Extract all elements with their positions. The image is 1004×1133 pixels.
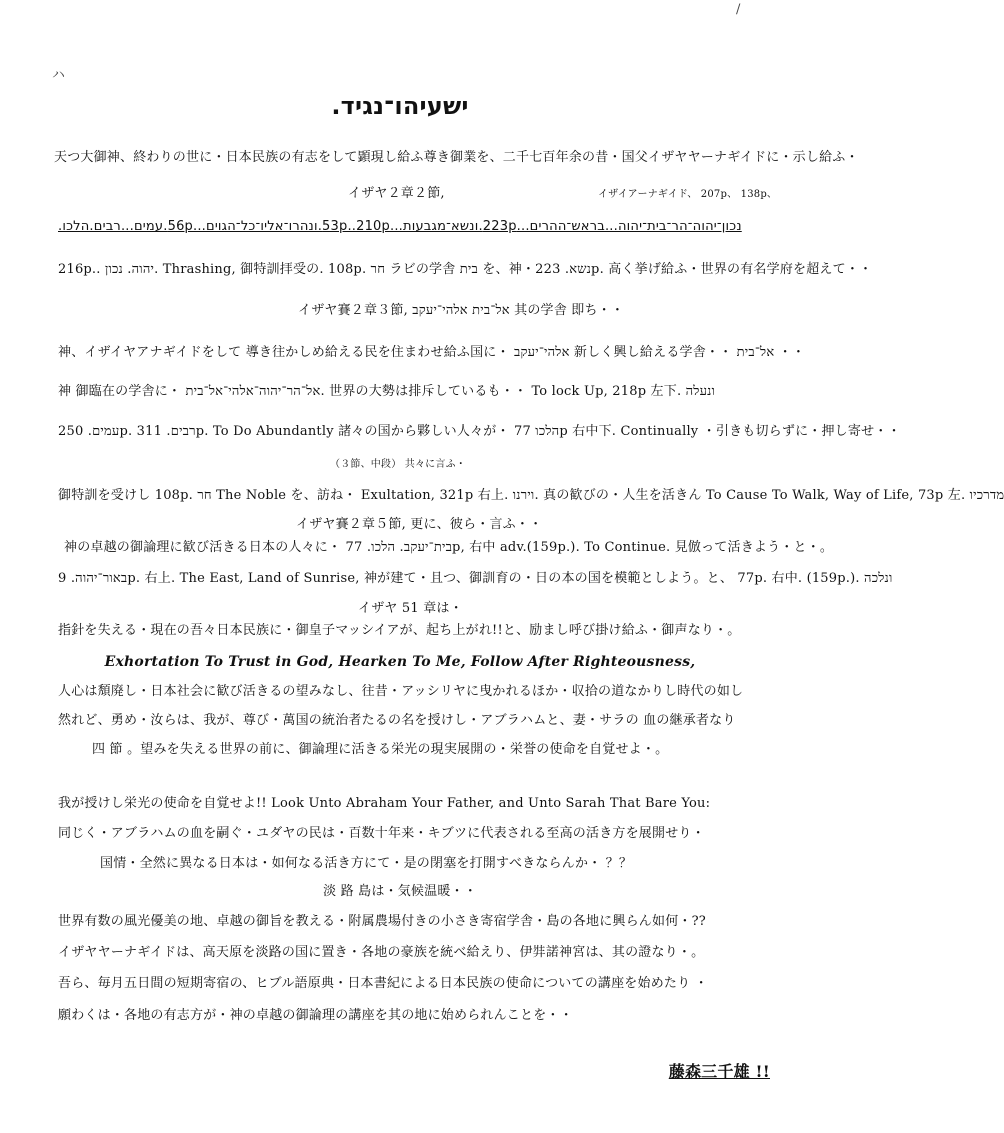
- text-line-15: イザヤ 51 章は・: [358, 601, 463, 616]
- text-line-23: 国情・全然に異なる日本は・如何なる活き方にて・是の閉塞を打開すべきならんか・ ？？: [100, 856, 633, 871]
- text-line-21: 我が授けし栄光の使命を自覚せよ!! Look Unto Abraham Your Father, and Unto Sarah That Bare You:: [58, 796, 711, 811]
- text-line-2: イザヤ２章２節,: [348, 186, 445, 201]
- text-line-10: （３節、中段） 共々に言ふ・: [330, 459, 466, 470]
- text-line-24: 淡 路 島は・気候温暖・・: [323, 884, 477, 899]
- text-line-16: 指針を失える・現在の吾々日本民族に・御皇子マッシイアが、起ち上がれ!!と、励まし呼び掛け給ふ・御声なり・。: [58, 623, 741, 638]
- text-line-11: 御特訓を受けし 108p. חר The Noble を、訪ね・ Exultation, 321p 右上. וירנו. 真の歓びの・人生を活きん To Cause To Walk, Way of Life, 73p 左. מדרכיו: [58, 488, 1004, 503]
- page-title: ישעיהו־נגיד.: [331, 92, 469, 120]
- text-line-9: עמים. 250p. רבים. 311p. To Do Abundantly 諸々の国から夥しい人々が・ הלכו 77p 右中下. Continually ・引きも切らずに・押し寄せ・・: [58, 424, 901, 439]
- top-tick-mark: /: [736, 2, 741, 17]
- text-line-4: נכון־יהוה־הר־בית־יהוה...בראש־ההרים...223p.ונשא־מגבעות...53p..210p.ונהרו־אליו־כל־הגוים...56p.עמים...רבים.הלכו.: [58, 219, 742, 234]
- text-line-13: 神の卓越の御論理に歓び活きる日本の人々に・ בית־יעקב. הלכו. 77p, 右中 adv.(159p.). To Continue. 見倣って活きよう・と・。: [64, 540, 834, 555]
- signature: 藤森三千雄 !!: [668, 1062, 770, 1081]
- text-line-26: イザヤヤーナギイドは、高天原を淡路の国に置き・各地の豪族を統べ給えり、伊弉諾神宮は、其の證なり・。: [58, 945, 705, 960]
- text-line-6: イザヤ賽２章３節, אל־בית אלהי־יעקב 其の学舎 即ち・・: [298, 303, 625, 318]
- text-line-8: 神 御臨在の学舎に・ אל־הר־יהוה־אלהי־אל־בית. 世界の大勢は排斥しているも・・ To lock Up, 218p 左下. ונעלה: [58, 384, 716, 399]
- text-line-25: 世界有数の風光優美の地、卓越の御旨を教える・附属農場付きの小さき寄宿学舎・島の各地に興らん如何・??: [58, 914, 706, 929]
- text-line-27: 吾ら、毎月五日間の短期寄宿の、ヒブル語原典・日本書紀による日本民族の使命についての講座を始めたり ・: [58, 976, 708, 991]
- text-line-14: באור־יהוה. 9p. 右上. The East, Land of Sunrise, 神が建て・且つ、御訓育の・日の本の国を模範としよう。と、 77p. 右中. (159p.). ונלכה: [58, 571, 893, 586]
- text-line-18: 人心は頽廃し・日本社会に歓び活きるの望みなし、往昔・アッシリヤに曳かれるほか・収拾の道なかりし時代の如し: [58, 684, 744, 699]
- corner-mark: ハ: [52, 68, 66, 83]
- text-line-28: 願わくは・各地の有志方が・神の卓越の御論理の講座を其の地に始められんことを・・: [58, 1008, 573, 1023]
- text-line-19: 然れど、勇め・汝らは、我が、尊び・萬国の統治者たるの名を授けし・アブラハムと、妻・サラの 血の継承者なり: [58, 713, 736, 728]
- text-line-17: Exhortation To Trust in God, Hearken To Me, Follow After Righteousness,: [104, 654, 696, 670]
- text-line-22: 同じく・アブラハムの血を嗣ぐ・ユダヤの民は・百数十年来・キブツに代表される至高の活き方を展開せり・: [58, 826, 705, 841]
- text-line-20: 四 節 。望みを失える世界の前に、御論理に活きる栄光の現実展開の・栄誉の使命を自覚せよ・。: [92, 742, 669, 757]
- text-line-12: イザヤ賽２章５節, 更に、彼ら・言ふ・・: [296, 517, 543, 532]
- text-line-7: 神、イザイヤアナギイドをして 導き往かしめ給える民を住まわせ給ふ国に・ אלהי־יעקב 新しく興し給える学舎・・ אל־בית ・・: [58, 345, 806, 360]
- text-line-1: 天つ大御神、終わりの世に・日本民族の有志をして顕現し給ふ尊き御業を、二千七百年余の昔・国父イザヤヤーナギイドに・示し給ふ・: [54, 150, 859, 165]
- text-line-5: 216p.. יהוה. נכון. Thrashing, 御特訓拝受の. 108p. חר ラビの学舎 בית を、神・נשא. 223p. 高く挙げ給ふ・世界の有名学府を超えて・・: [58, 262, 873, 277]
- text-line-3: イザイアーナギイド、 207p、 138p、: [598, 189, 778, 200]
